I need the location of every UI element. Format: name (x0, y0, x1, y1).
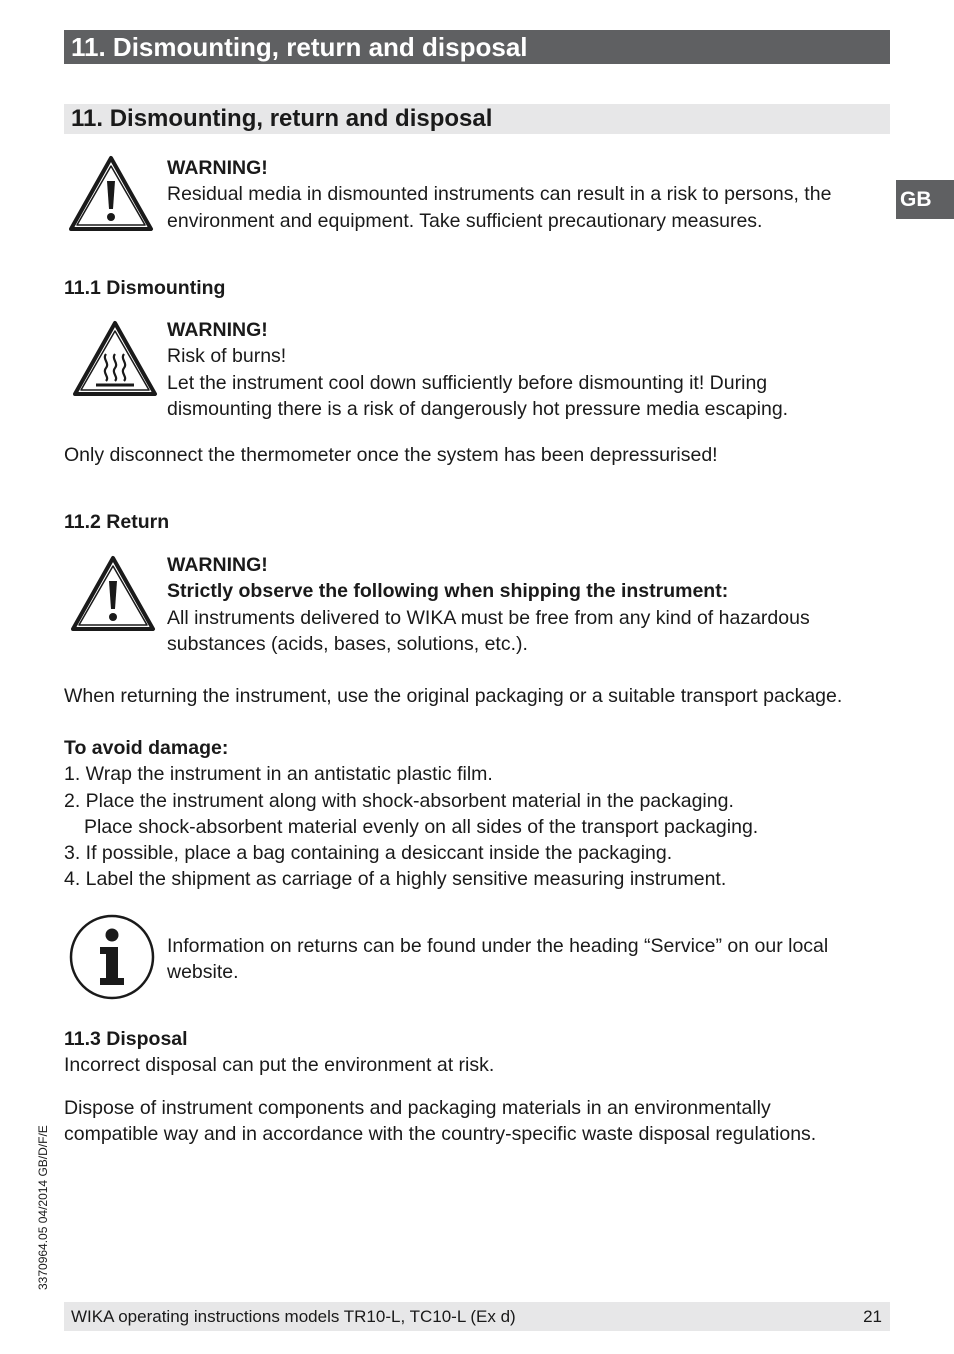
footer-text: WIKA operating instructions models TR10-L, TC10-L (Ex d) (71, 1307, 516, 1326)
disposal-section (64, 1026, 890, 1078)
language-tab-label: GB (900, 188, 932, 211)
warning-block-burns (167, 317, 867, 422)
warning-text: Residual media in dismounted instruments can result in a risk to persons, the (167, 183, 832, 206)
hot-surface-icon (72, 320, 158, 398)
damage-avoidance-list (64, 735, 890, 893)
list-item: 3. If possible, place a bag containing a desiccant inside the packaging. (64, 842, 673, 865)
warning-text: environment and equipment. Take sufficient precautionary measures. (167, 209, 763, 232)
warning-text: dismounting there is a risk of dangerously hot pressure media escaping. (167, 397, 789, 420)
list-item: 4. Label the shipment as carriage of a highly sensitive measuring instrument. (64, 868, 727, 891)
disposal-heading: 11.3 Disposal (64, 1028, 188, 1050)
warning-text: All instruments delivered to WIKA must be free from any kind of hazardous (167, 606, 810, 629)
warning-text: Let the instrument cool down sufficiently before dismounting it! During (167, 371, 768, 394)
warning-heading: WARNING! (167, 319, 268, 341)
disposal-instructions (64, 1095, 890, 1148)
footer-bar (64, 1302, 890, 1331)
warning-subheading: Strictly observe the following when shipping the instrument: (167, 580, 729, 603)
section-title: 11. Dismounting, return and disposal (71, 105, 493, 132)
language-tab (896, 180, 954, 219)
list-item: 2. Place the instrument along with shock-absorbent material in the packaging. (64, 789, 734, 812)
header-title-bar (64, 30, 890, 64)
disposal-text: compatible way and in accordance with the country-specific waste disposal regulations. (64, 1123, 817, 1146)
warning-text: Risk of burns! (167, 345, 287, 368)
header-title: 11. Dismounting, return and disposal (71, 32, 528, 62)
packaging-note: When returning the instrument, use the original packaging or a suitable transport package. (64, 685, 843, 707)
dismounting-note: Only disconnect the thermometer once the system has been depressurised! (64, 444, 718, 466)
avoid-damage-heading: To avoid damage: (64, 737, 229, 759)
dismounting-heading: 11.1 Dismounting (64, 277, 226, 299)
page-number: 21 (863, 1307, 882, 1326)
warning-text: substances (acids, bases, solutions, etc.). (167, 632, 528, 655)
warning-heading: WARNING! (167, 157, 268, 179)
section-title-bar (64, 104, 890, 134)
disposal-text: Incorrect disposal can put the environment at risk. (64, 1054, 495, 1076)
warning-block-shipping (167, 552, 867, 657)
info-text: Information on returns can be found under the heading “Service” on our local (167, 935, 829, 957)
list-item: 1. Wrap the instrument in an antistatic plastic film. (64, 763, 493, 786)
info-icon (69, 914, 155, 1000)
return-heading: 11.2 Return (64, 511, 170, 533)
warning-heading: WARNING! (167, 554, 268, 576)
warning-triangle-icon (68, 155, 154, 233)
warning-triangle-icon (70, 555, 156, 633)
disposal-text: Dispose of instrument components and packaging materials in an environmentally (64, 1097, 771, 1119)
document-code: 3370964.05 04/2014 GB/D/F/E (36, 1125, 50, 1290)
warning-block-residual (167, 155, 867, 234)
list-item-continuation: Place shock-absorbent material evenly on all sides of the transport packaging. (84, 815, 759, 838)
info-block (167, 933, 867, 986)
info-text: website. (167, 961, 239, 984)
